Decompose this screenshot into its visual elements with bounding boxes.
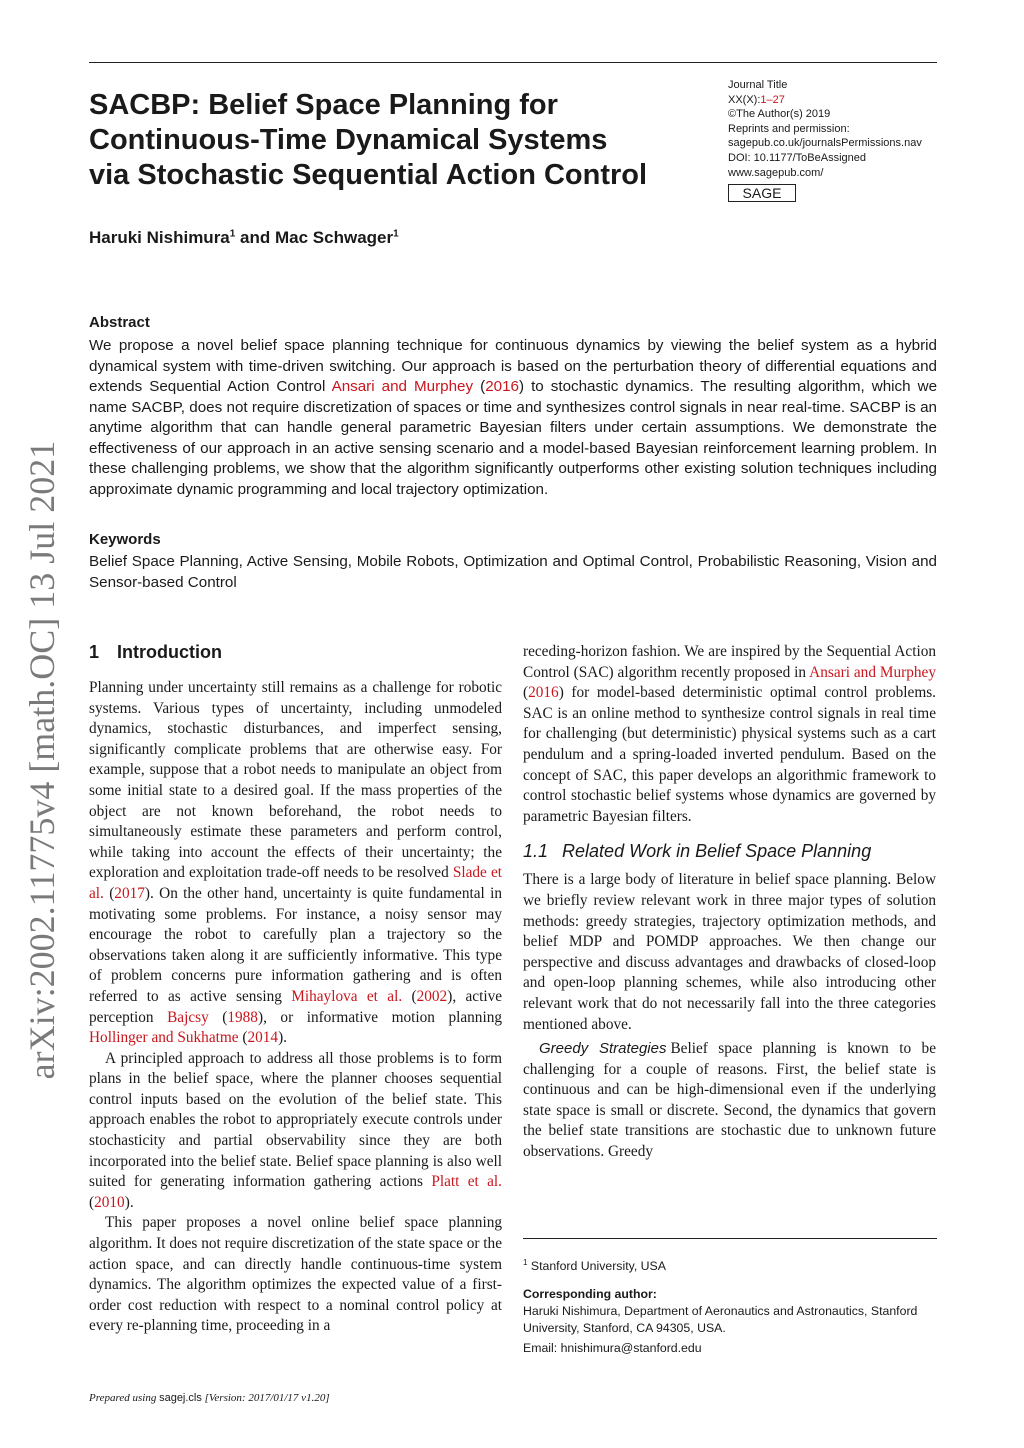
intro-paragraph-1: Planning under uncertainty still remains as a challenge for robotic systems. Various types of uncertainty, including unmodeled dynamics, stochastic disturbances, and imperfect sensing, significantly complicate problems that are otherwise easy. For example, suppose that a robot needs to manipulate an object from some initial state to a desired goal. If the mass properties of the object are not known beforehand, the robot needs to simultaneously estimate these parameters and perform control, while taking into account the effects of their uncertainty; the exploration and exploitation trade-off needs to be resolved Slade et al. (2017). On the other hand, uncertainty is quite fundamental in motivating some problems. For instance, a noisy sensor may encourage the robot to carefully plan a trajectory so the observations taken along it are sufficiently informative. This type of problem concerns pure information gathering and is often referred to as active sensing Mihaylova et al. (2002), active perception Bajcsy (1988), or informative motion planning Hollinger and Sukhatme (2014). xyxy=(89,679,503,1047)
journal-permissions: sagepub.co.uk/journalsPermissions.nav xyxy=(728,137,922,150)
citation-slade[interactable]: Slade et al. xyxy=(89,864,502,902)
intro-paragraph-2: A principled approach to address all those problems is to form plans in the belief space, where the planner chooses sequential control inputs based on the evolution of the belief state. This approach enables the robot to appropriately execute controls under stochasticity and partial observability since they are both incorporated into the belief state. Belief space planning is also well suited for generating information gathering actions Platt et al. (2010). xyxy=(89,1049,502,1211)
right-column xyxy=(523,642,936,1163)
citation-platt[interactable]: Platt et al. xyxy=(431,1173,502,1191)
author-2: Mac Schwager xyxy=(275,228,394,247)
keywords-heading: Keywords xyxy=(89,531,161,548)
related-paragraph-2: Greedy Strategies Belief space planning is known to be challenging for a couple of reasons. First, the belief state is continuous and can be high-dimensional even if the underlying state space is small or discrete. Second, the dynamics that govern the belief state transitions are stochastic due to unknown future observations. Greedy xyxy=(523,1040,936,1161)
author-2-affiliation: 1 xyxy=(393,228,399,240)
section-introduction-heading: 1 Introduction xyxy=(89,642,222,662)
citation-year[interactable]: 1988 xyxy=(227,1008,258,1026)
journal-info xyxy=(728,78,943,203)
subsection-related-work-heading: 1.1 Related Work in Belief Space Planning xyxy=(523,841,872,862)
author-1-affiliation: 1 xyxy=(229,228,236,240)
corresponding-author-label: Corresponding author: xyxy=(523,1287,657,1301)
footer-cls-name: sagej.cls xyxy=(159,1392,202,1404)
page-footer: Prepared using sagej.cls [Version: 2017/01/17 v1.20] xyxy=(89,1392,330,1404)
paper-title xyxy=(89,88,689,193)
citation-mihaylova[interactable]: Mihaylova et al. xyxy=(291,987,403,1005)
greedy-strategies-heading: Greedy Strategies xyxy=(539,1040,667,1058)
journal-reprints: Reprints and permission: xyxy=(728,122,850,135)
journal-volume: XX(X):1–27 xyxy=(728,93,785,106)
intro-paragraph-3: This paper proposes a novel online belief space planning algorithm. It does not require discretization of the state space or the action space, and can directly handle continuous-time system dynamics. The algorithm optimizes the expected value of a first-order cost reduction with respect to a nominal control policy at every re-planning time, proceeding in a xyxy=(89,1214,502,1335)
abstract-heading: Abstract xyxy=(89,314,150,331)
title-line-2: Continuous-Time Dynamical Systems xyxy=(89,124,608,156)
title-line-3: via Stochastic Sequential Action Control xyxy=(89,159,648,191)
citation-year[interactable]: 2017 xyxy=(114,884,145,902)
citation-bajcsy[interactable]: Bajcsy xyxy=(167,1008,209,1026)
arxiv-stamp: arXiv:2002.11775v4 [math.OC] 13 Jul 2021 xyxy=(22,440,62,1080)
citation-year[interactable]: 2016 xyxy=(528,684,559,702)
citation-year[interactable]: 2002 xyxy=(416,987,448,1005)
journal-website: www.sagepub.com/ xyxy=(728,166,824,179)
related-paragraph-1: There is a large body of literature in belief space planning. Below we briefly review relevant work in three major types of solution methods: greedy strategies, trajectory optimization methods, and belief MDP and POMDP approaches. We then change our perspective and discuss advantages and drawbacks of closed-loop and open-loop planning schemes, while also introducing other relevant work that do not necessarily fall into the three categories mentioned above. xyxy=(523,871,936,1033)
citation-hollinger-sukhatme[interactable]: Hollinger and Sukhatme xyxy=(89,1029,239,1047)
corresponding-author-text: Haruki Nishimura, Department of Aeronautics and Astronautics, Stanford University, Stanford, CA 94305, USA. xyxy=(523,1304,918,1335)
left-column xyxy=(89,642,502,1337)
footnote-affiliation: $^1$ Stanford University, USA xyxy=(523,1258,666,1274)
journal-doi: DOI: 10.1177/ToBeAssigned xyxy=(728,151,866,164)
citation-year[interactable]: 2010 xyxy=(94,1193,125,1211)
corresponding-author-email: Email: hnishimura@stanford.edu xyxy=(523,1341,702,1355)
intro-paragraph-3-continued: receding-horizon fashion. We are inspired by the Sequential Action Control (SAC) algorithm recently proposed in Ansari and Murphey (2016) for model-based deterministic optimal control problems. SAC is an online method to synthesize control signals in real time for challenging (but deterministic) physical systems such as a cart pendulum and a spring-loaded inverted pendulum. Based on the concept of SAC, this paper develops an algorithmic framework to control stochastic belief systems whose dynamics are governed by parametric Bayesian filters. xyxy=(523,643,936,825)
author-line: Haruki Nishimura$^1$ and Mac Schwager$^1$ xyxy=(89,228,399,247)
sage-logo: SAGE xyxy=(728,184,796,202)
author-1: Haruki Nishimura xyxy=(89,228,230,247)
journal-copyright: ©The Author(s) 2019 xyxy=(728,108,831,121)
citation-year[interactable]: 2014 xyxy=(247,1029,279,1047)
citation-ansari-murphey[interactable]: Ansari and Murphey xyxy=(809,663,936,681)
top-rule xyxy=(89,62,937,63)
keywords-text: Belief Space Planning, Active Sensing, Mobile Robots, Optimization and Optimal Control, Probabilistic Reasoning, Vision and Sensor-based Control xyxy=(89,553,937,591)
journal-pages-link[interactable]: 1–27 xyxy=(760,93,785,106)
citation-year[interactable]: 2016 xyxy=(485,378,519,395)
title-line-1: SACBP: Belief Space Planning for xyxy=(89,89,558,121)
abstract-text: We propose a novel belief space planning technique for continuous dynamics by viewing the belief system as a hybrid dynamical system with time-driven switching. Our approach is based on the perturbation theory of differential equations and extends Sequential Action Control Ansari and Murphey (2016) to stochastic dynamics. The resulting algorithm, which we name SACBP, does not require discretization of spaces or time and synthesizes control signals in near real-time. SACBP is an anytime algorithm that can handle general parametric Bayesian filters under certain assumptions. We demonstrate the effectiveness of our approach in an active sensing scenario and a model-based Bayesian reinforcement learning problem. In these challenging problems, we show that the algorithm significantly outperforms other existing solution techniques including approximate dynamic programming and local trajectory optimization. xyxy=(89,337,938,498)
journal-name: Journal Title xyxy=(728,79,788,91)
citation-ansari-murphey[interactable]: Ansari and Murphey xyxy=(331,378,474,395)
footnote-rule xyxy=(523,1238,937,1239)
